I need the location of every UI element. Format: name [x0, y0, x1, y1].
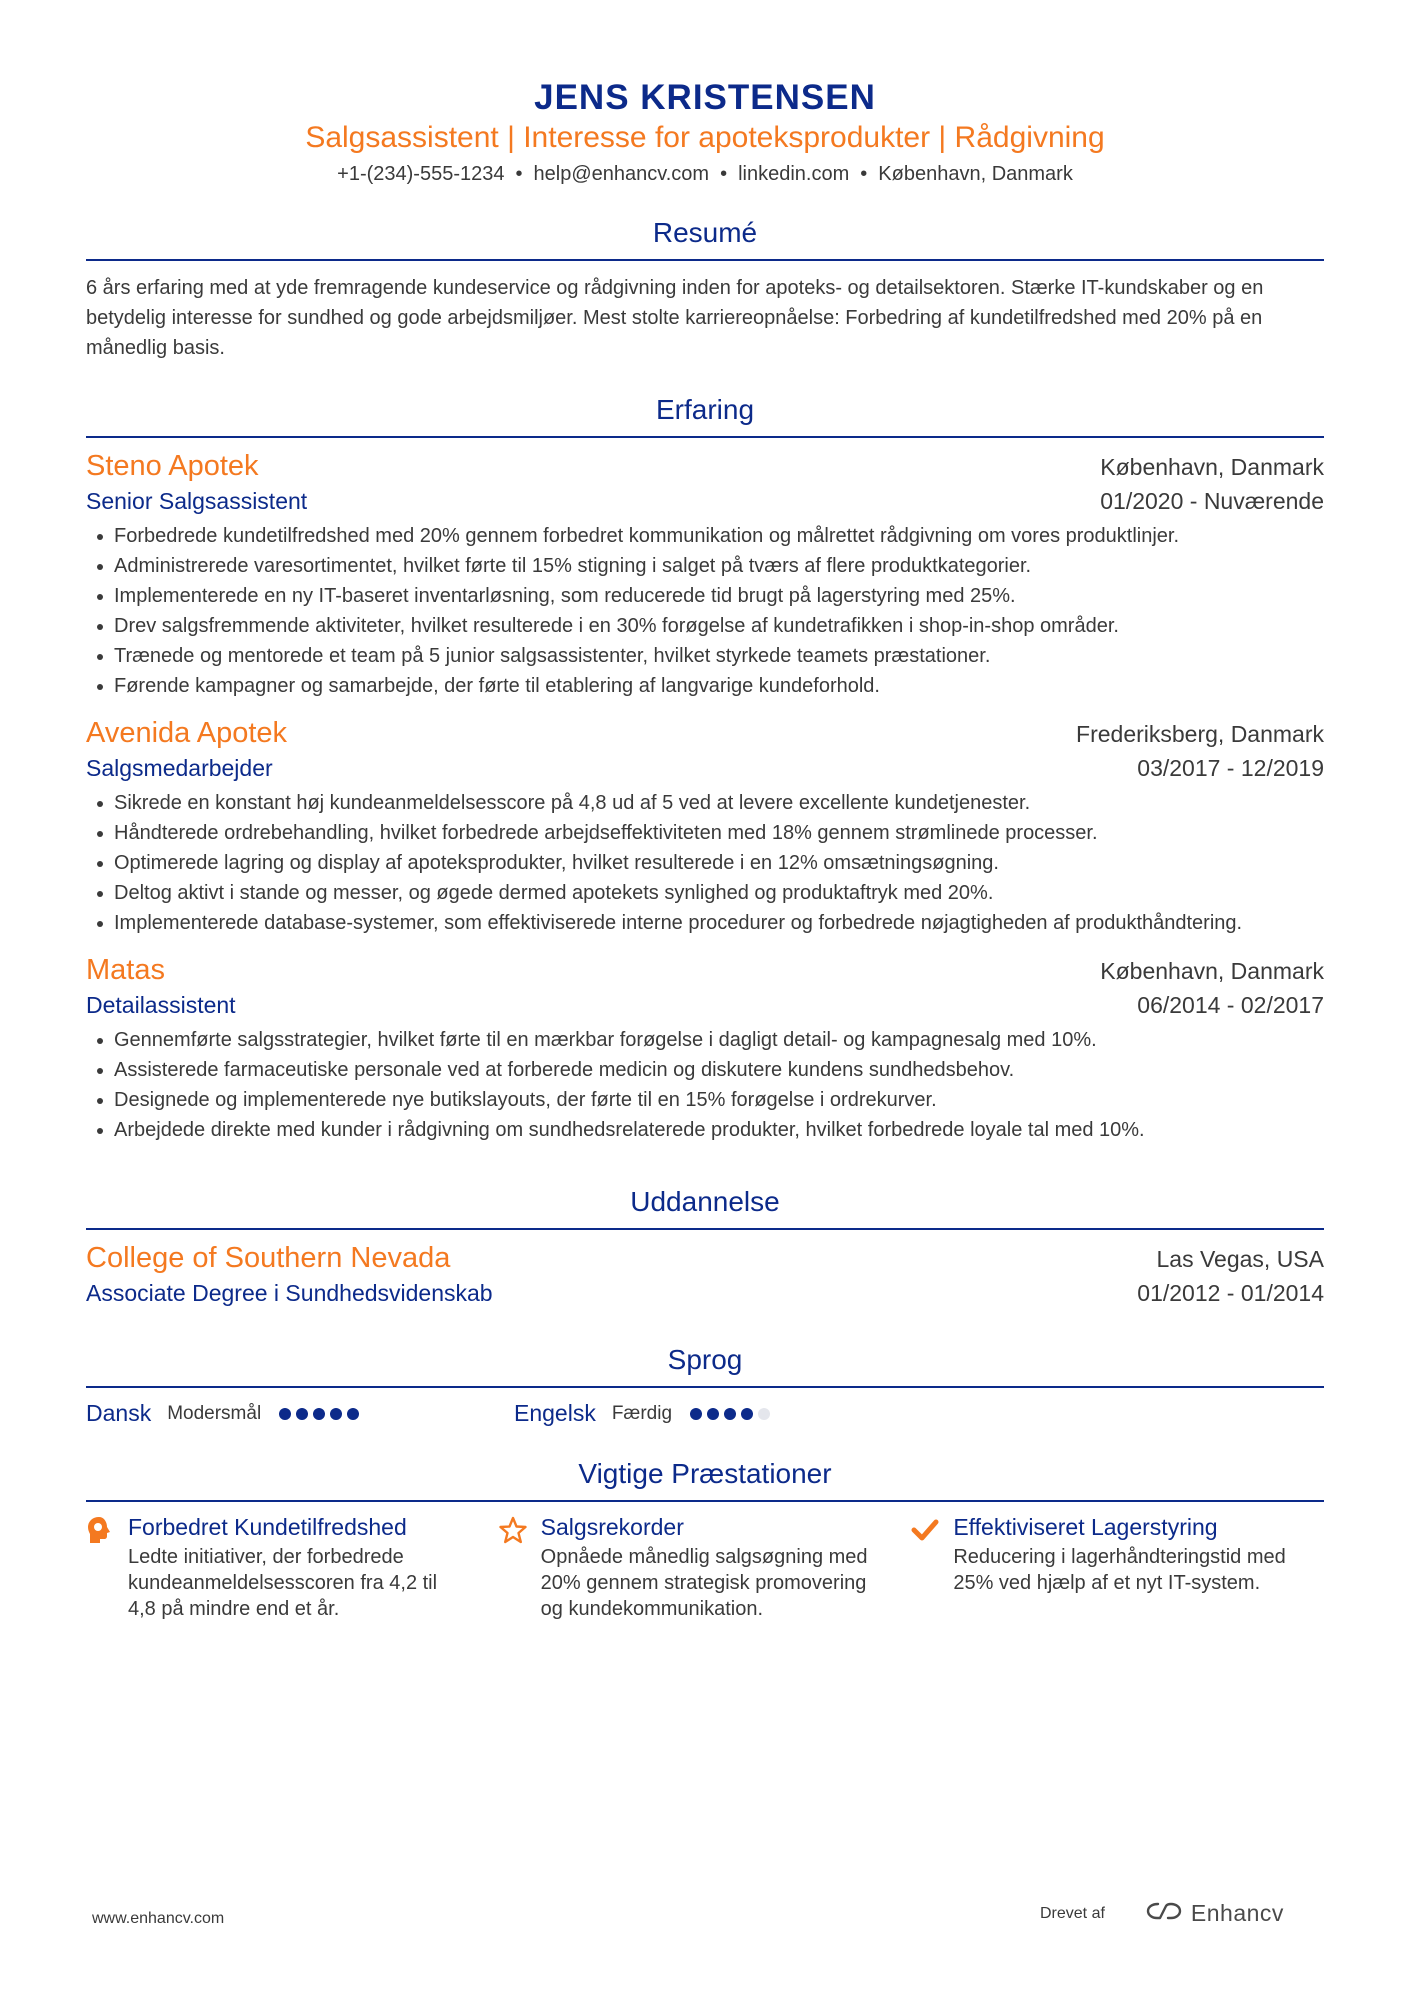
job-entry	[86, 715, 1324, 938]
bullet: Drev salgsfremmende aktiviteter, hvilket resulterede i en 30% forøgelse af kundetrafikken i shop-in-shop områder.	[114, 611, 1324, 641]
degree: Associate Degree i Sundhedsvidenskab	[86, 1280, 493, 1306]
achievement-description: Opnåede månedlig salgsøgning med 20% gennem strategisk promovering og kundekommunikation.	[540, 1546, 868, 1620]
achievement-item	[499, 1512, 912, 1622]
footer-branding	[1040, 1900, 1284, 1927]
job-bullets	[86, 1025, 1324, 1145]
bullet: Administrerede varesortimentet, hvilket førte til 15% stigning i salget på tværs af flere produktkategorier.	[114, 551, 1324, 581]
language-name: Dansk	[86, 1400, 152, 1426]
language-level: Modersmål	[167, 1402, 262, 1424]
language-item	[514, 1400, 942, 1427]
achievement-description: Reducering i lagerhåndteringstid med 25% ved hjælp af et nyt IT-system.	[953, 1546, 1286, 1594]
company-name: Matas	[86, 954, 165, 986]
job-dates: 01/2020 - Nuværende	[1100, 488, 1324, 514]
rating-dot	[279, 1408, 291, 1420]
languages-section	[86, 1343, 1324, 1427]
language-rating	[279, 1408, 364, 1420]
bullet: Implementerede en ny IT-baseret inventarløsning, som reducerede tid brugt på lagerstyring med 25%.	[114, 581, 1324, 611]
bullet: Sikrede en konstant høj kundeanmeldelsesscore på 4,8 ud af 5 ved at levere excellente kundetjenester.	[114, 788, 1324, 818]
resume-page	[86, 78, 1324, 1622]
job-dates: 06/2014 - 02/2017	[1137, 992, 1324, 1018]
job-location: København, Danmark	[1100, 454, 1324, 480]
rating-dot	[707, 1408, 719, 1420]
contact-line: +1-(234)-555-1234 • help@enhancv.com • linkedin.com • København, Danmark	[337, 163, 1073, 185]
company-name: Avenida Apotek	[86, 717, 288, 749]
job-bullets	[86, 521, 1324, 701]
achievement-title: Effektiviseret Lagerstyring	[953, 1514, 1218, 1540]
bullet: Implementerede database-systemer, som effektiviserede interne procedurer og forbedrede nøjagtigheden af produkthåndtering.	[114, 908, 1324, 938]
linkedin-link[interactable]: linkedin.com	[738, 163, 850, 185]
job-location: Frederiksberg, Danmark	[1076, 721, 1324, 747]
achievement-item	[911, 1512, 1324, 1622]
email-link[interactable]: help@enhancv.com	[533, 163, 710, 185]
job-entry	[86, 448, 1324, 701]
head-icon	[86, 1512, 128, 1622]
education-dates: 01/2012 - 01/2014	[1137, 1280, 1324, 1306]
achievement-item	[86, 1512, 499, 1622]
rating-dot	[724, 1408, 736, 1420]
checkmark-icon	[911, 1512, 953, 1622]
achievement-title: Salgsrekorder	[540, 1514, 684, 1540]
rating-dot	[296, 1408, 308, 1420]
phone: +1-(234)-555-1234	[337, 163, 505, 185]
rating-dot	[330, 1408, 342, 1420]
section-title-languages: Sprog	[86, 1343, 1324, 1388]
bullet: Førende kampagner og samarbejde, der førte til etablering af langvarige kundeforhold.	[114, 671, 1324, 701]
section-title-education: Uddannelse	[86, 1185, 1324, 1230]
section-title-achievements: Vigtige Præstationer	[86, 1457, 1324, 1502]
bullet: Deltog aktivt i stande og messer, og øgede dermed apotekets synlighed og produktaftryk med 20%.	[114, 878, 1324, 908]
summary-text: 6 års erfaring med at yde fremragende kundeservice og rådgivning inden for apoteks- og detailsektoren. Stærke IT-kundskaber og en betydelig interesse for sundhed og gode arbejdsmiljøer. Mest stolte karriereopnåelse: Forbedring af kundetilfredshed med 20% på en månedlig basis.	[86, 277, 1264, 359]
job-role: Senior Salgsassistent	[86, 488, 308, 514]
headline: Salgsassistent | Interesse for apoteksprodukter | Rådgivning	[305, 121, 1105, 154]
job-dates: 03/2017 - 12/2019	[1137, 755, 1324, 781]
section-title-experience: Erfaring	[86, 393, 1324, 438]
powered-by-label: Drevet af	[1040, 1904, 1105, 1922]
education-entry	[86, 1240, 1324, 1309]
company-name: Steno Apotek	[86, 450, 259, 482]
education-section	[86, 1185, 1324, 1309]
rating-dot	[347, 1408, 359, 1420]
achievement-description: Ledte initiativer, der forbedrede kundeanmeldelsesscoren fra 4,2 til 4,8 på mindre end et år.	[128, 1546, 438, 1620]
bullet: Forbedrede kundetilfredshed med 20% gennem forbedret kommunikation og målrettet rådgivning om vores produktlinjer.	[114, 521, 1324, 551]
school-location: Las Vegas, USA	[1156, 1246, 1324, 1272]
bullet: Designede og implementerede nye butikslayouts, der førte til en 15% forøgelse i ordrekurver.	[114, 1085, 1324, 1115]
rating-dot	[313, 1408, 325, 1420]
language-item	[86, 1400, 514, 1427]
star-icon	[499, 1512, 541, 1622]
job-entry	[86, 952, 1324, 1145]
summary-section	[86, 216, 1324, 363]
experience-section	[86, 393, 1324, 1145]
rating-dot	[690, 1408, 702, 1420]
school-name: College of Southern Nevada	[86, 1242, 451, 1274]
language-level: Færdig	[611, 1402, 673, 1424]
location: København, Danmark	[878, 163, 1073, 185]
brand-name: Enhancv	[1190, 1900, 1284, 1926]
bullet: Optimerede lagring og display af apoteksprodukter, hvilket resulterede i en 12% omsætningsøgning.	[114, 848, 1324, 878]
language-name: Engelsk	[514, 1400, 596, 1426]
rating-dot	[741, 1408, 753, 1420]
bullet: Håndterede ordrebehandling, hvilket forbedrede arbejdseffektiviteten med 18% gennem strømlinede processer.	[114, 818, 1324, 848]
section-title-summary: Resumé	[86, 216, 1324, 261]
achievements-section	[86, 1457, 1324, 1622]
candidate-name: JENS KRISTENSEN	[534, 78, 876, 117]
footer-website[interactable]: www.enhancv.com	[92, 1910, 225, 1927]
job-bullets	[86, 788, 1324, 938]
achievement-title: Forbedret Kundetilfredshed	[128, 1514, 407, 1540]
rating-dot	[758, 1408, 770, 1420]
bullet: Gennemførte salgsstrategier, hvilket førte til en mærkbar forøgelse i dagligt detail- og kampagnesalg med 10%.	[114, 1025, 1324, 1055]
enhancv-logo-icon	[1145, 1900, 1183, 1927]
bullet: Arbejdede direkte med kunder i rådgivning om sundhedsrelaterede produkter, hvilket forbedrede loyale tal med 10%.	[114, 1115, 1324, 1145]
bullet: Assisterede farmaceutiske personale ved at forberede medicin og diskutere kundens sundhedsbehov.	[114, 1055, 1324, 1085]
job-location: København, Danmark	[1100, 958, 1324, 984]
job-role: Salgsmedarbejder	[86, 755, 273, 781]
language-rating	[690, 1408, 775, 1420]
job-role: Detailassistent	[86, 992, 236, 1018]
bullet: Trænede og mentorede et team på 5 junior salgsassistenter, hvilket styrkede teamets præstationer.	[114, 641, 1324, 671]
